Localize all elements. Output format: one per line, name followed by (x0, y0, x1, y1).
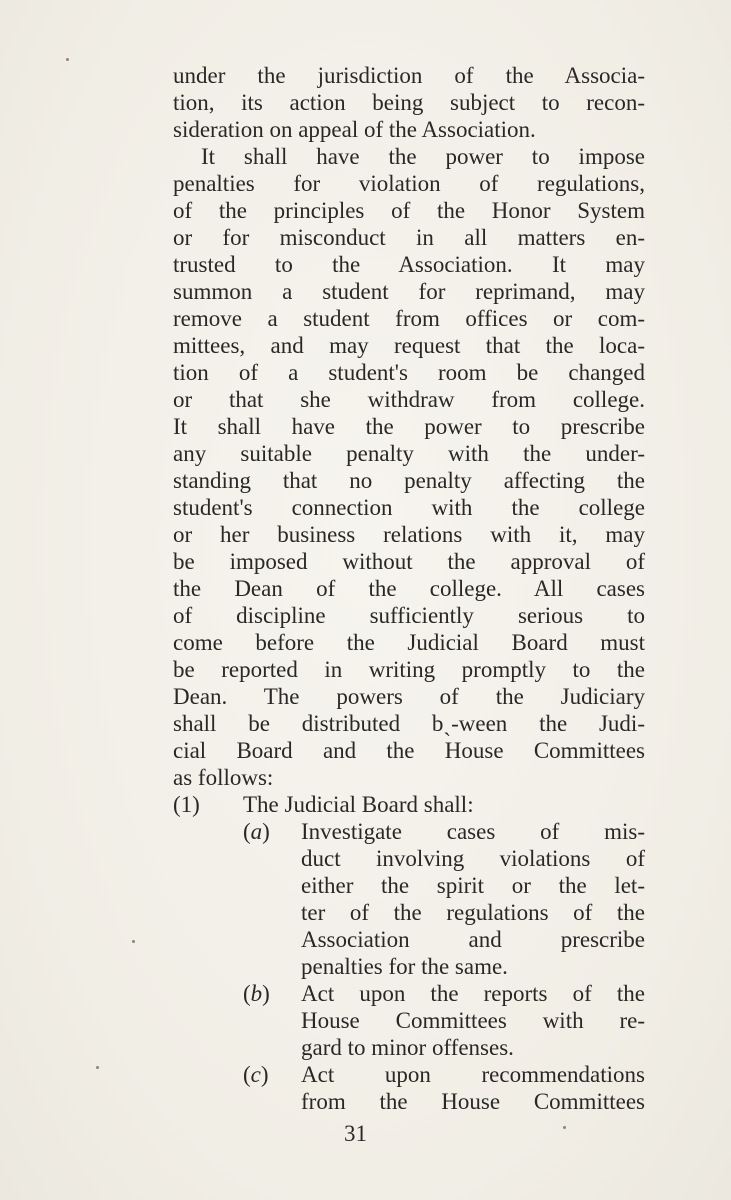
text-line: or for misconduct in all matters en- (173, 225, 645, 250)
text-line: any suitable penalty with the under- (173, 441, 645, 466)
text-line: standing that no penalty affecting the (173, 468, 645, 493)
subitem-a-line (173, 953, 645, 980)
text-line: trusted to the Association. It may (173, 252, 645, 277)
text-line: Dean. The powers of the Judiciary (173, 684, 645, 709)
subitem-a-line (173, 926, 645, 953)
text-line: under the jurisdiction of the Associa- (173, 63, 645, 88)
subitem-b (173, 980, 645, 1007)
subitem-b-line (173, 1034, 645, 1061)
subitem-text: gard to minor offenses. (301, 1035, 514, 1060)
subitem-text: Act upon recommendations (301, 1062, 645, 1087)
subitem-label: (b) (243, 981, 270, 1006)
subitem-text: duct involving violations of (301, 846, 645, 871)
text-line: remove a student from offices or com- (173, 306, 645, 331)
text-line: or that she withdraw from college. (173, 387, 645, 412)
subitem-b-line (173, 1007, 645, 1034)
subitem-text: either the spirit or the let- (301, 873, 645, 898)
list-item-1 (173, 791, 645, 818)
subitem-text: Association and prescribe (301, 927, 645, 952)
text-line: as follows: (173, 765, 274, 790)
subitem-a-line (173, 899, 645, 926)
paper-speck (132, 940, 135, 943)
text-line: cial Board and the House Committees (173, 738, 645, 763)
text-line: of the principles of the Honor System (173, 198, 645, 223)
subitem-a (173, 818, 645, 845)
text-line: come before the Judicial Board must (173, 630, 645, 655)
subitem-c-line (173, 1088, 645, 1115)
text-line: student's connection with the college (173, 495, 645, 520)
subitem-text: Act upon the reports of the (301, 981, 645, 1006)
subitem-c (173, 1061, 645, 1088)
subitem-text: House Committees with re- (301, 1008, 645, 1033)
subitem-text: Investigate cases of mis- (301, 819, 645, 844)
list-item-text: The Judicial Board shall: (243, 792, 474, 817)
text-line: penalties for violation of regulations, (173, 171, 645, 196)
page-number: 31 (344, 1121, 367, 1146)
text-line: It shall have the power to prescribe (173, 414, 645, 439)
text-line: It shall have the power to impose (201, 144, 645, 169)
subitem-text: penalties for the same. (301, 954, 508, 979)
text-line: tion of a student's room be changed (173, 360, 645, 385)
text-line: mittees, and may request that the loca- (173, 333, 645, 358)
subitem-a-line (173, 845, 645, 872)
text-line: the Dean of the college. All cases (173, 576, 645, 601)
text-line: of discipline sufficiently serious to (173, 603, 645, 628)
text-line: shall be distributed bˎ-ween the Judi- (173, 711, 645, 736)
subitem-label: (c) (243, 1062, 269, 1087)
subitem-label: (a) (243, 819, 270, 844)
subitem-text: from the House Committees (301, 1089, 645, 1114)
text-line: sideration on appeal of the Association. (173, 117, 536, 142)
text-line: be reported in writing promptly to the (173, 657, 645, 682)
text-line: be imposed without the approval of (173, 549, 645, 574)
paper-speck (96, 1066, 99, 1069)
list-number: (1) (173, 792, 200, 817)
body-text (173, 62, 645, 1115)
text-line: tion, its action being subject to recon- (173, 90, 645, 115)
text-line: summon a student for reprimand, may (173, 279, 645, 304)
subitem-text: ter of the regulations of the (301, 900, 645, 925)
paper-speck (66, 58, 69, 61)
subitem-a-line (173, 872, 645, 899)
text-line: or her business relations with it, may (173, 522, 645, 547)
